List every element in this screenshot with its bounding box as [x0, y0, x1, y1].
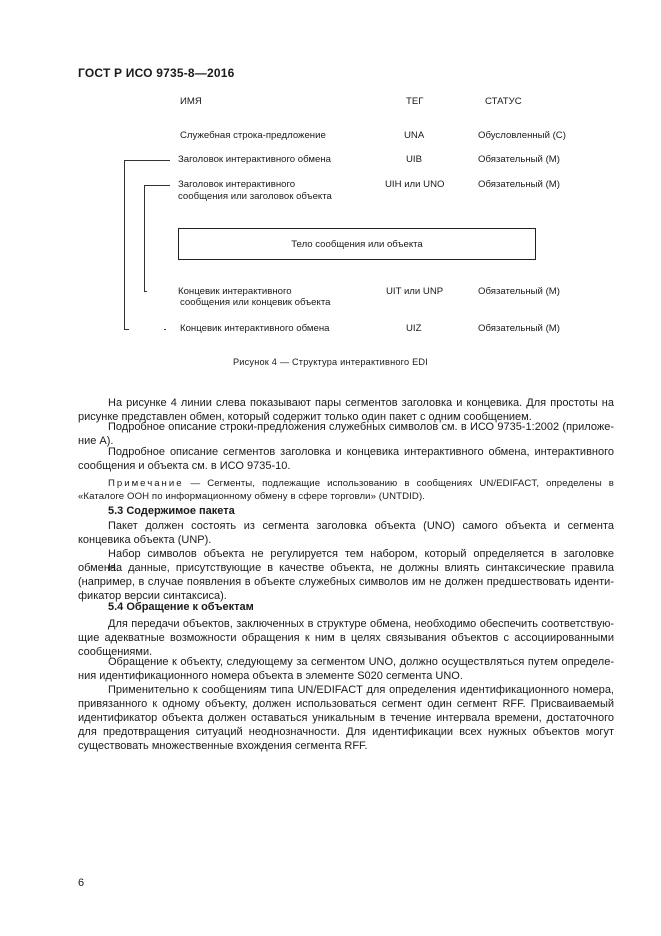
paragraph-4-text: Пакет должен состоять из сегмента заголовка объекта (UNO) самого объекта и сегмента концевика объекта (UNP).	[78, 520, 614, 546]
row-uit-name: Концевик интерактивного	[178, 286, 292, 297]
paragraph-6	[78, 561, 614, 603]
row-uib-name: Заголовок интерактивного обмена	[178, 154, 331, 165]
note-label: Примечание	[108, 478, 184, 489]
row-una-status: Обусловленный (С)	[478, 130, 566, 141]
document-header: ГОСТ Р ИСО 9735-8—2016	[78, 66, 235, 80]
paragraph-1-text: На рисунке 4 линии слева показывают пары сегментов заголовка и концевика. Для простоты на рисунке представлен обмен, который содержит только один пакет с одним сообщением.	[78, 397, 614, 423]
paragraph-6-text: На данные, присутствующие в качестве объекта, не должны влиять синтаксические правила (например, в случае появления в объекте служебных символов им не должен предшествовать идентификатор версии синтаксиса).	[78, 562, 614, 602]
row-una-name: Служебная строка-предложение	[180, 130, 326, 141]
row-uib-tag: UIB	[406, 154, 422, 165]
message-body-box	[178, 228, 536, 260]
column-name-header: ИМЯ	[180, 96, 202, 107]
note-text: — Сегменты, подлежащие использованию в сообщениях UN/EDIFACT, определены в «Каталоге ООН по информационному обмену в сфере торговли» (UNTDID).	[78, 478, 615, 502]
row-uiz-name: Концевик интерактивного обмена	[180, 323, 330, 334]
paragraph-2	[78, 420, 614, 448]
row-uih-name: Заголовок интерактивного	[178, 179, 296, 190]
row-uiz-tag: UIZ	[406, 323, 422, 334]
page-number: 6	[78, 877, 85, 889]
note	[78, 477, 614, 503]
inner-bracket-bottom	[144, 291, 147, 292]
row-uib-status: Обязательный (М)	[478, 154, 560, 165]
outer-bracket-bottom	[124, 329, 129, 330]
section-5-4-title: 5.4 Обращение к объектам	[108, 601, 254, 613]
paragraph-5-text: Набор символов объекта не регулируется тем набором, который определяется в заголовке обмена.	[78, 548, 614, 574]
row-uih-tag: UIH или UNO	[385, 179, 445, 190]
paragraph-7	[78, 617, 614, 659]
paragraph-8	[78, 655, 614, 683]
column-tag-header: ТЕГ	[406, 96, 424, 107]
inner-bracket-vertical	[144, 185, 145, 292]
outer-bracket-dot	[164, 329, 166, 330]
message-body-label: Тело сообщения или объекта	[291, 238, 423, 250]
row-uit-status: Обязательный (М)	[478, 286, 560, 297]
paragraph-9	[78, 683, 614, 753]
paragraph-7-text: Для передачи объектов, заключенных в структуре обмена, необходимо обеспечить соответствующие адекватные возможности обращения к ним в целях связывания объектов с ассоциированными сообщениями.	[78, 618, 614, 658]
row-uit-name-line2: сообщения или концевик объекта	[180, 297, 331, 308]
section-5-3-title: 5.3 Содержимое пакета	[108, 505, 235, 517]
column-status-header: СТАТУС	[485, 96, 522, 107]
outer-bracket-top	[124, 160, 170, 161]
row-una-tag: UNA	[404, 130, 425, 141]
paragraph-4	[78, 519, 614, 547]
row-uit-tag: UIT или UNP	[386, 286, 444, 297]
row-uiz-status: Обязательный (М)	[478, 323, 560, 334]
outer-bracket-vertical	[124, 160, 125, 330]
paragraph-3-text: Подробное описание сегментов заголовка и концевика интерактивного обмена, интерактивного сообщения и объекта см. в ИСО 9735-10.	[78, 446, 614, 472]
row-uih-status: Обязательный (М)	[478, 179, 560, 190]
paragraph-8-text: Обращение к объекту, следующему за сегментом UNO, должно осуществляться путем определения идентификационного номера объекта в элементе S020 сегмента UNO.	[78, 656, 614, 682]
row-uih-name-line2: сообщения или заголовок объекта	[178, 191, 332, 202]
paragraph-2-text: Подробное описание строки-предложения служебных символов см. в ИСО 9735-1:2002 (приложение А).	[78, 421, 614, 447]
figure-caption: Рисунок 4 — Структура интерактивного EDI	[232, 357, 429, 367]
paragraph-9-text: Применительно к сообщениям типа UN/EDIFACT для определения идентификационного номера, привязанного к одному объекту, должен использоваться сегмент один сегмент RFF. Присваиваемый идентификатор объекта должен оставаться уникальным в течение интервала времени, достаточного для предотвращения ситуаций неоднозначности. Для идентификации всех нужных объектов могут существовать множественные вхождения сегмента RFF.	[78, 684, 614, 752]
paragraph-3	[78, 445, 614, 473]
inner-bracket-top	[144, 185, 170, 186]
